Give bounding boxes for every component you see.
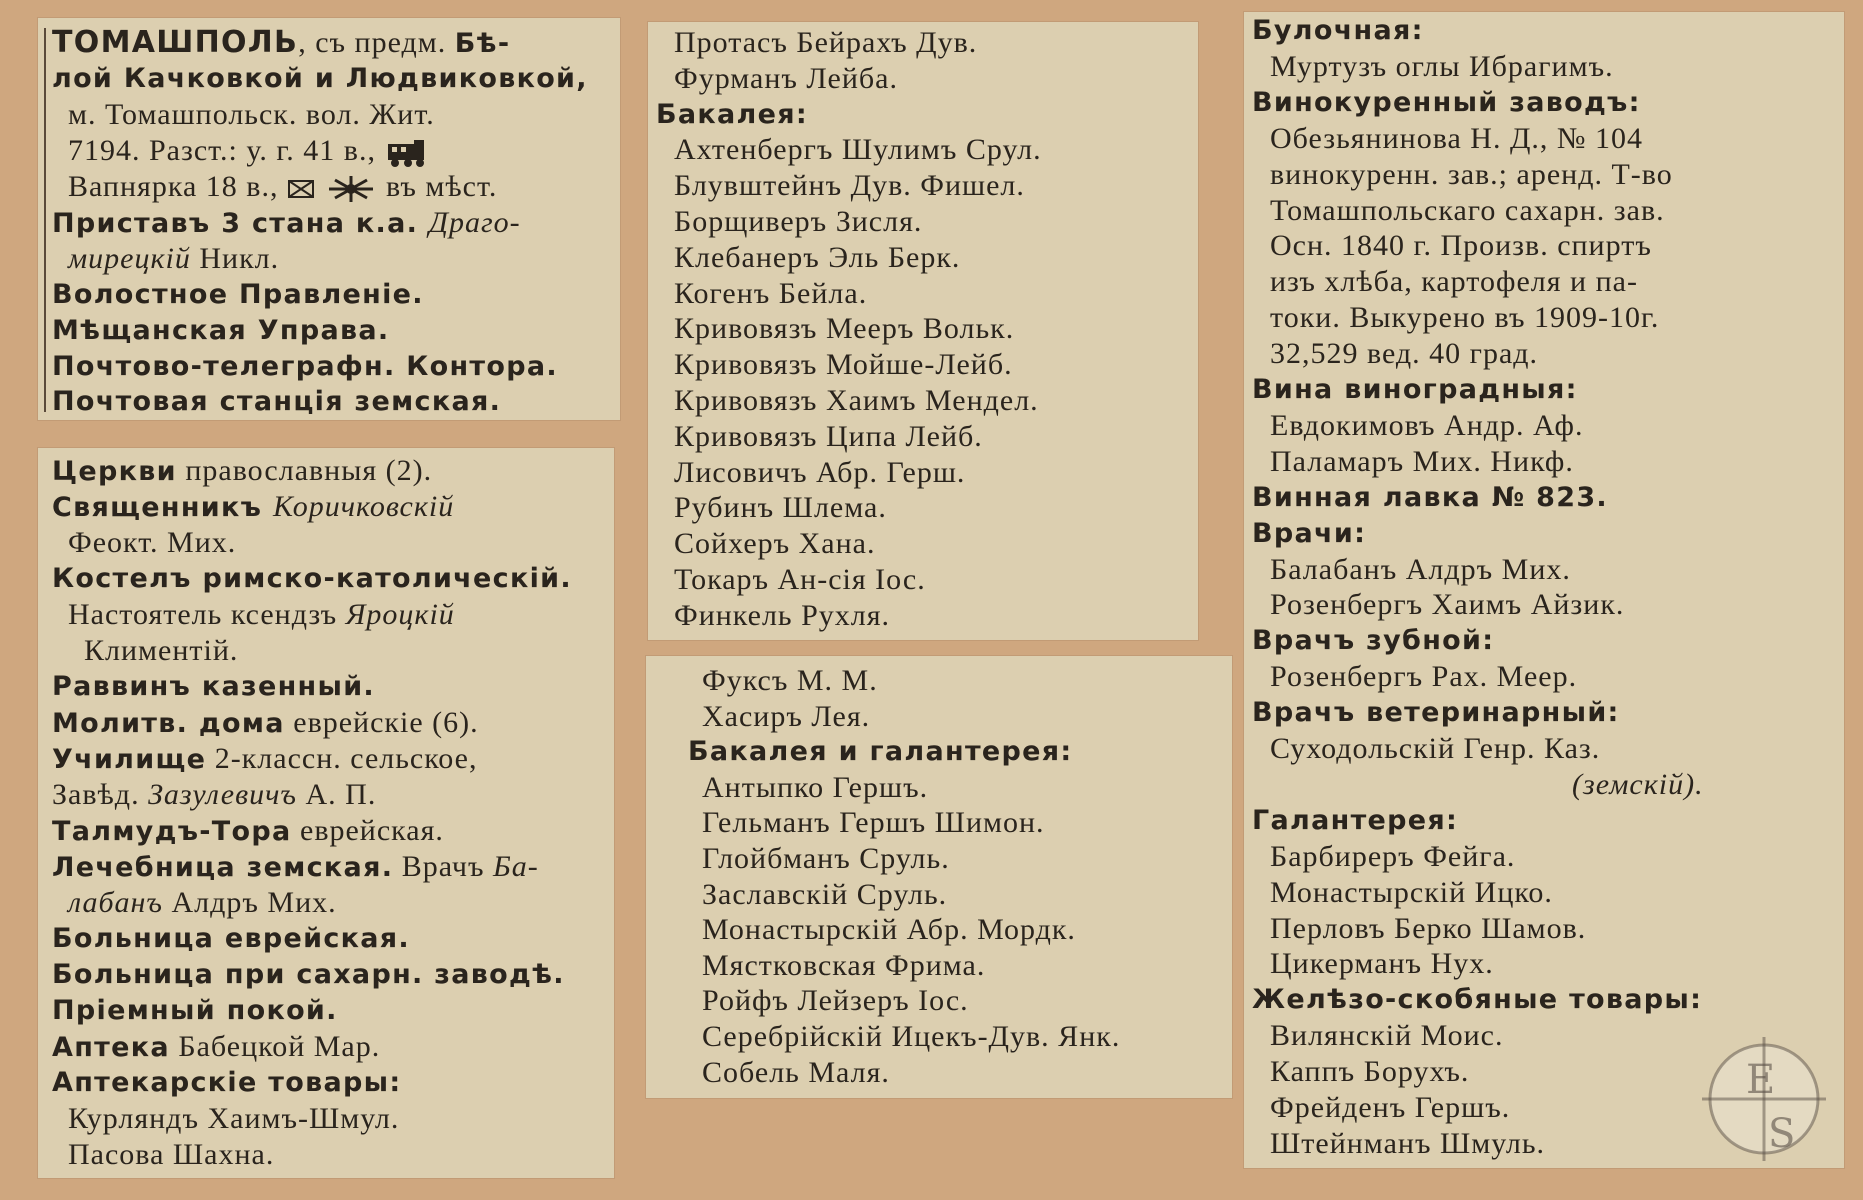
entry-line: Гельманъ Гершъ Шимон.	[702, 806, 1045, 840]
railway-station-icon	[384, 138, 430, 168]
entry-line: Лисовичъ Абр. Герш.	[674, 455, 966, 489]
entry-line: Глойбманъ Сруль.	[702, 842, 950, 875]
entry-line: Томашпольскаго сахарн. зав.	[1270, 193, 1665, 227]
entry-line: Кривовязъ Ципа Лейб.	[674, 419, 983, 453]
entry-line: Монастырскій Ицко.	[1270, 875, 1553, 909]
entry-line: м. Томашпольск. вол. Жит.	[68, 98, 435, 131]
entry-line: токи. Выкурено въ 1909-10г.	[1270, 301, 1660, 335]
entry-line: Рубинъ Шлема.	[674, 491, 887, 525]
entry-line: Аптекарскіе товары:	[52, 1067, 402, 1098]
entry-line: Климентій.	[84, 634, 239, 667]
entry-line: Феокт. Мих.	[68, 526, 237, 559]
clipping-grocery-haberdashery	[646, 656, 1232, 1098]
entry-line: ТОМАШПОЛЬ, съ предм. Бѣ-	[52, 25, 511, 60]
column-rule	[44, 28, 46, 412]
entry-line: Вилянскій Моис.	[1270, 1019, 1504, 1053]
entry-line: Когенъ Бейла.	[674, 276, 868, 310]
clipping-institutions	[38, 448, 614, 1178]
entry-line: Раввинъ казенный.	[52, 671, 375, 702]
entry-line: Финкель Рухля.	[674, 598, 891, 632]
es-watermark-logo	[1700, 1035, 1828, 1163]
entry-line: Костелъ римско-католическій.	[52, 563, 572, 594]
entry-line: Больница еврейская.	[52, 923, 410, 954]
entry-line: Кривовязъ Хаимъ Мендел.	[674, 384, 1039, 417]
entry-line: Кривовязъ Мойше-Лейб.	[674, 348, 1013, 382]
entry-line: Молитв. дома еврейскіе (6).	[52, 706, 479, 739]
entry-line: Серебрійскій Ицекъ-Дув. Янк.	[702, 1020, 1121, 1053]
entry-line: Завѣд. Зазулевичъ А. П.	[52, 778, 377, 811]
entry-line: Булочная:	[1252, 15, 1424, 46]
entry-line: Суходольскій Генр. Каз.	[1270, 732, 1601, 765]
entry-line: Врачи:	[1252, 517, 1367, 549]
entry-line: Врачъ ветеринарный:	[1252, 697, 1620, 729]
entry-line: Собель Маля.	[702, 1055, 890, 1089]
entry-line: Фрейденъ Гершъ.	[1270, 1091, 1511, 1124]
entry-line: Блувштейнъ Дув. Фишел.	[674, 169, 1025, 203]
entry-line: Монастырскій Абр. Мордк.	[702, 913, 1076, 947]
entry-line: Бакалея и галантерея:	[688, 736, 1073, 768]
entry-line: Талмудъ-Тора еврейская.	[52, 814, 444, 847]
entry-line: Вина виноградныя:	[1252, 374, 1578, 405]
entry-line: Обезьянинова Н. Д., № 104	[1270, 121, 1644, 155]
clipping-tomashpol-header	[38, 18, 620, 420]
entry-line: Ахтенбергъ Шулимъ Срул.	[674, 133, 1042, 167]
entry-line: Священникъ Коричковскій	[52, 490, 455, 523]
entry-line: Почтово-телеграфн. Контора.	[52, 351, 558, 382]
town-name: ТОМАШПОЛЬ	[52, 25, 299, 60]
entry-line: Курляндъ Хаимъ-Шмул.	[68, 1102, 400, 1135]
entry-line: Барбиреръ Фейга.	[1270, 839, 1516, 873]
entry-line: Кривовязъ Мееръ Вольк.	[674, 312, 1015, 346]
entry-line: Протасъ Бейрахъ Дув.	[674, 26, 978, 59]
entry-line: лой Качковкой и Людвиковкой,	[52, 63, 588, 94]
entry-line: изъ хлѣба, картофеля и па-	[1270, 265, 1638, 299]
entry-line: Мястковская Фрима.	[702, 948, 986, 982]
entry-line: Заславскій Сруль.	[702, 877, 948, 911]
entry-line: Клебанеръ Эль Берк.	[674, 240, 961, 274]
entry-line: Лечебница земская. Врачъ Ба-	[52, 850, 539, 883]
telegraph-icon	[325, 174, 377, 204]
entry-line: винокуренн. зав.; аренд. Т-во	[1270, 157, 1673, 191]
post-office-icon	[287, 178, 317, 200]
entry-line: Паламаръ Мих. Никф.	[1270, 444, 1574, 478]
entry-line: 7194. Разст.: у. г. 41 в.,	[68, 134, 430, 168]
entry-line: Церкви православныя (2).	[52, 454, 433, 487]
entry-line: Врачъ зубной:	[1252, 625, 1495, 657]
entry-line: Токаръ Ан-сія Іос.	[674, 563, 926, 596]
entry-line: Штейнманъ Шмуль.	[1270, 1126, 1546, 1160]
entry-line: Мѣщанская Управа.	[52, 315, 390, 346]
entry-line: 32,529 вед. 40 град.	[1270, 337, 1539, 371]
clipping-grocery	[648, 22, 1198, 640]
entry-line: Цикерманъ Нух.	[1270, 947, 1494, 981]
entry-line: Антыпко Гершъ.	[702, 770, 929, 804]
entry-line: Волостное Правленіе.	[52, 279, 424, 310]
entry-line: (земскій).	[1572, 767, 1704, 801]
entry-line: Винная лавка № 823.	[1252, 481, 1608, 513]
entry-line: Больница при сахарн. заводѣ.	[52, 959, 565, 990]
entry-line: Муртузъ оглы Ибрагимъ.	[1270, 49, 1614, 83]
entry-line: Осн. 1840 г. Произв. спиртъ	[1270, 229, 1652, 263]
entry-line: Пріемный покой.	[52, 995, 338, 1026]
entry-line: Перловъ Берко Шамов.	[1270, 911, 1587, 945]
entry-line: Пасова Шахна.	[68, 1138, 275, 1171]
entry-line: Борщиверъ Зисля.	[674, 205, 923, 238]
entry-line: Настоятель ксендзъ Яроцкій	[68, 598, 455, 631]
entry-line: Галантерея:	[1252, 804, 1459, 836]
entry-line: Почтовая станція земская.	[52, 386, 502, 417]
entry-line: Винокуренный заводъ:	[1252, 86, 1641, 118]
entry-line: Ройфъ Лейзеръ Іос.	[702, 984, 969, 1018]
entry-line: мирецкій Никл.	[68, 242, 280, 275]
entry-line: Хасиръ Лея.	[702, 699, 871, 733]
entry-line: Сойхеръ Хана.	[674, 527, 876, 561]
entry-line: Балабанъ Алдръ Мих.	[1270, 552, 1571, 586]
entry-line: Желѣзо-скобяные товары:	[1252, 984, 1703, 1016]
entry-line: Фуксъ М. М.	[702, 664, 878, 697]
entry-line: Бакалея:	[656, 98, 808, 130]
entry-line: Аптека Бабецкой Мар.	[52, 1030, 381, 1063]
entry-line: Училище 2-классн. сельское,	[52, 742, 478, 775]
entry-line: Розенбергъ Хаимъ Айзик.	[1270, 588, 1625, 622]
entry-line: Евдокимовъ Андр. Аф.	[1270, 408, 1584, 442]
svg-text:E: E	[1746, 1057, 1776, 1103]
entry-line: Каппъ Борухъ.	[1270, 1055, 1470, 1089]
entry-line: Приставъ 3 стана к.а. Драго-	[52, 206, 521, 239]
entry-line: Фурманъ Лейба.	[674, 61, 898, 95]
entry-line: Вапнярка 18 в., въ мѣст.	[68, 170, 498, 203]
entry-line: лабанъ Алдръ Мих.	[68, 886, 337, 919]
svg-text:S: S	[1768, 1111, 1796, 1157]
entry-line: Розенбергъ Рах. Меер.	[1270, 660, 1578, 694]
clipping-services	[1244, 12, 1844, 1168]
